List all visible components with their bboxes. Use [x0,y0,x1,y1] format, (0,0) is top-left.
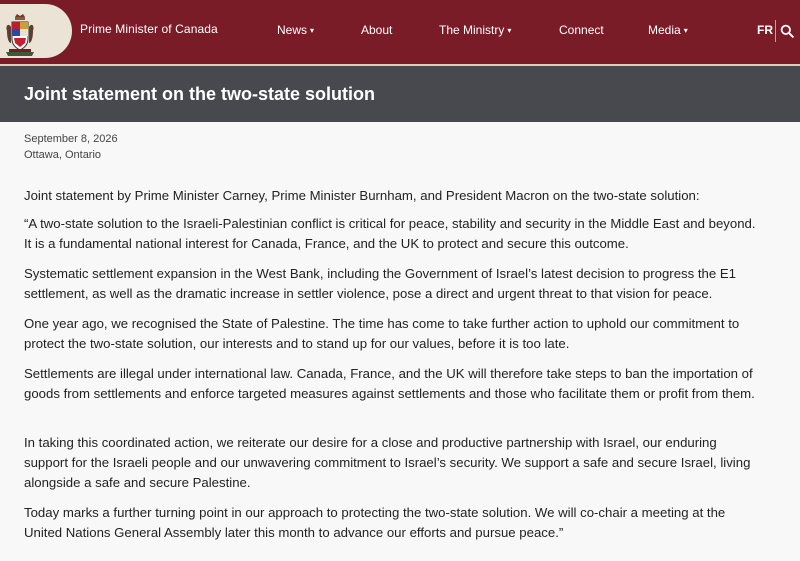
top-navigation-bar [0,0,800,64]
page-title-banner [0,66,800,122]
nav-label: News [277,23,308,37]
article-paragraph: In taking this coordinated action, we reiterate our desire for a close and productive partnership with Israel, our enduring support for the Israeli people and our unwavering commitment to Israel’s security. We support a safe and secure Israel, living alongside a safe and secure Palestine. [24,435,751,490]
nav-news[interactable] [277,23,314,37]
nav-the-ministry[interactable] [439,23,511,37]
nav-label: The Ministry [439,23,505,37]
language-toggle-french[interactable]: FR [757,23,773,37]
article-paragraph: Settlements are illegal under international law. Canada, France, and the UK will therefore take steps to ban the importation of goods from settlements and enforce targeted measures against settlements and those who facilitate them or profit from them. [24,366,755,401]
search-icon[interactable] [780,24,794,38]
chevron-down-icon: ▾ [507,26,512,35]
nav-label: Connect [559,23,604,37]
nav-label: Media [648,23,681,37]
royal-coat-of-arms-icon [3,13,37,57]
chevron-down-icon: ▾ [310,26,315,35]
page-title: Joint statement on the two-state solution [24,84,376,104]
nav-label: About [361,23,393,37]
chevron-down-icon: ▾ [683,26,688,35]
article-paragraph: “A two-state solution to the Israeli-Palestinian conflict is critical for peace, stability and security in the Middle East and beyond. It is a fundamental national interest for Canada, France, and the UK to protect and secure this outcome. [24,216,756,251]
article-location: Ottawa, Ontario [24,149,102,161]
nav-connect[interactable] [559,23,604,37]
article-date: September 8, 2026 [24,133,118,145]
article-paragraph: Systematic settlement expansion in the West Bank, including the Government of Israel’s latest decision to progress the E1 settlement, as well as the dramatic increase in settler violence, pose a direct and urgent threat to that vision for peace. [24,266,737,301]
divider [775,20,776,42]
logo-badge[interactable] [0,4,72,58]
nav-about[interactable] [361,23,392,37]
article-paragraph: One year ago, we recognised the State of Palestine. The time has come to take further action to uphold our commitment to protect the two-state solution, our interests and to stand up for our values, before it is too late. [24,316,740,351]
article-paragraph: Joint statement by Prime Minister Carney, Prime Minister Burnham, and President Macron on the two-state solution: [24,188,700,203]
nav-media[interactable] [648,23,688,37]
site-brand-link[interactable]: Prime Minister of Canada [80,22,218,36]
article-paragraph: Today marks a further turning point in our approach to protecting the two-state solution. We will co-chair a meeting at the United Nations General Assembly later this month to advance our efforts and pursue peace.” [24,505,726,540]
